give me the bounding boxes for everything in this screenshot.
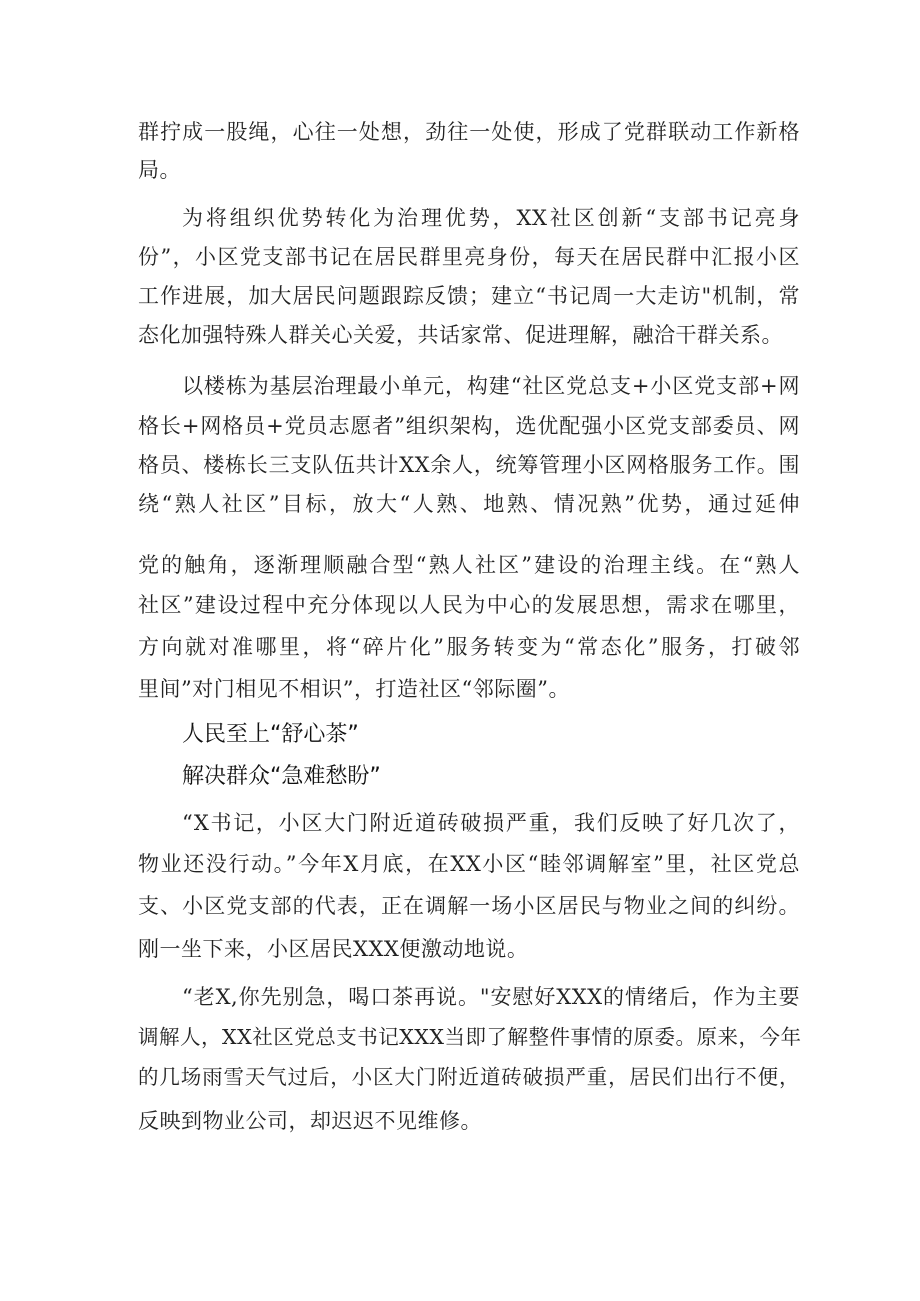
paragraph-5-line-1: “老X,你先别急，喝口茶再说。"安慰好XXX的情绪后，作为主要	[182, 985, 800, 1009]
paragraph-2-line-1: 为将组织优势转化为治理优势，XX社区创新“支部书记亮身	[182, 206, 800, 230]
section-heading-2: 解决群众“急难愁盼”	[182, 764, 381, 789]
paragraph-3-line-8: 里间”对门相见不相识”，打造社区“邻际圈”。	[138, 677, 570, 701]
paragraph-3-line-5: 党的触角，逐渐理顺融合型“熟人社区”建设的治理主线。在“熟人	[138, 553, 800, 577]
paragraph-5-line-3: 的几场雨雪天气过后，小区大门附近道砖破损严重，居民们出行不便，	[138, 1065, 800, 1089]
paragraph-1-line-1: 群拧成一股绳，心往一处想，劲往一处使，形成了党群联动工作新格	[138, 120, 800, 144]
paragraph-4-line-1: “X书记，小区大门附近道砖破损严重，我们反映了好几次了，	[182, 811, 800, 835]
paragraph-2-line-3: 工作进展，加大居民问题跟踪反馈；建立“书记周一大走访"机制，常	[138, 284, 800, 308]
paragraph-3-line-6: 社区”建设过程中充分体现以人民为中心的发展思想，需求在哪里，	[138, 593, 800, 617]
paragraph-3-line-1: 以楼栋为基层治理最小单元，构建“社区党总支+小区党支部+网	[182, 374, 800, 398]
paragraph-1-line-2: 局。	[138, 158, 181, 182]
paragraph-3-line-4: 绕“熟人社区”目标，放大“人熟、地熟、情况熟”优势，通过延伸	[138, 492, 800, 516]
paragraph-3-line-2: 格长+网格员+党员志愿者”组织架构，选优配强小区党支部委员、网	[138, 414, 800, 438]
paragraph-5-line-4: 反映到物业公司，却迟迟不见维修。	[138, 1109, 482, 1133]
paragraph-4-line-3: 支、小区党支部的代表，正在调解一场小区居民与物业之间的纠纷。	[138, 894, 800, 918]
section-heading-1: 人民至上“舒心茶”	[182, 722, 359, 747]
paragraph-3-line-7: 方向就对准哪里，将“碎片化”服务转变为“常态化”服务，打破邻	[138, 635, 800, 659]
paragraph-5-line-2: 调解人，XX社区党总支书记XXX当即了解整件事情的原委。原来，今年	[138, 1025, 802, 1049]
paragraph-4-line-4: 刚一坐下来，小区居民XXX便激动地说。	[138, 937, 529, 961]
paragraph-2-line-4: 态化加强特殊人群关心关爱，共话家常、促进理解，融洽干群关系。	[138, 323, 783, 347]
paragraph-3-line-3: 格员、楼栋长三支队伍共计XX余人，统筹管理小区网格服务工作。围	[138, 453, 800, 477]
paragraph-4-line-2: 物业还没行动。”今年X月底，在XX小区“睦邻调解室”里，社区党总	[138, 852, 800, 876]
paragraph-2-line-2: 份”，小区党支部书记在居民群里亮身份，每天在居民群中汇报小区	[138, 245, 800, 269]
